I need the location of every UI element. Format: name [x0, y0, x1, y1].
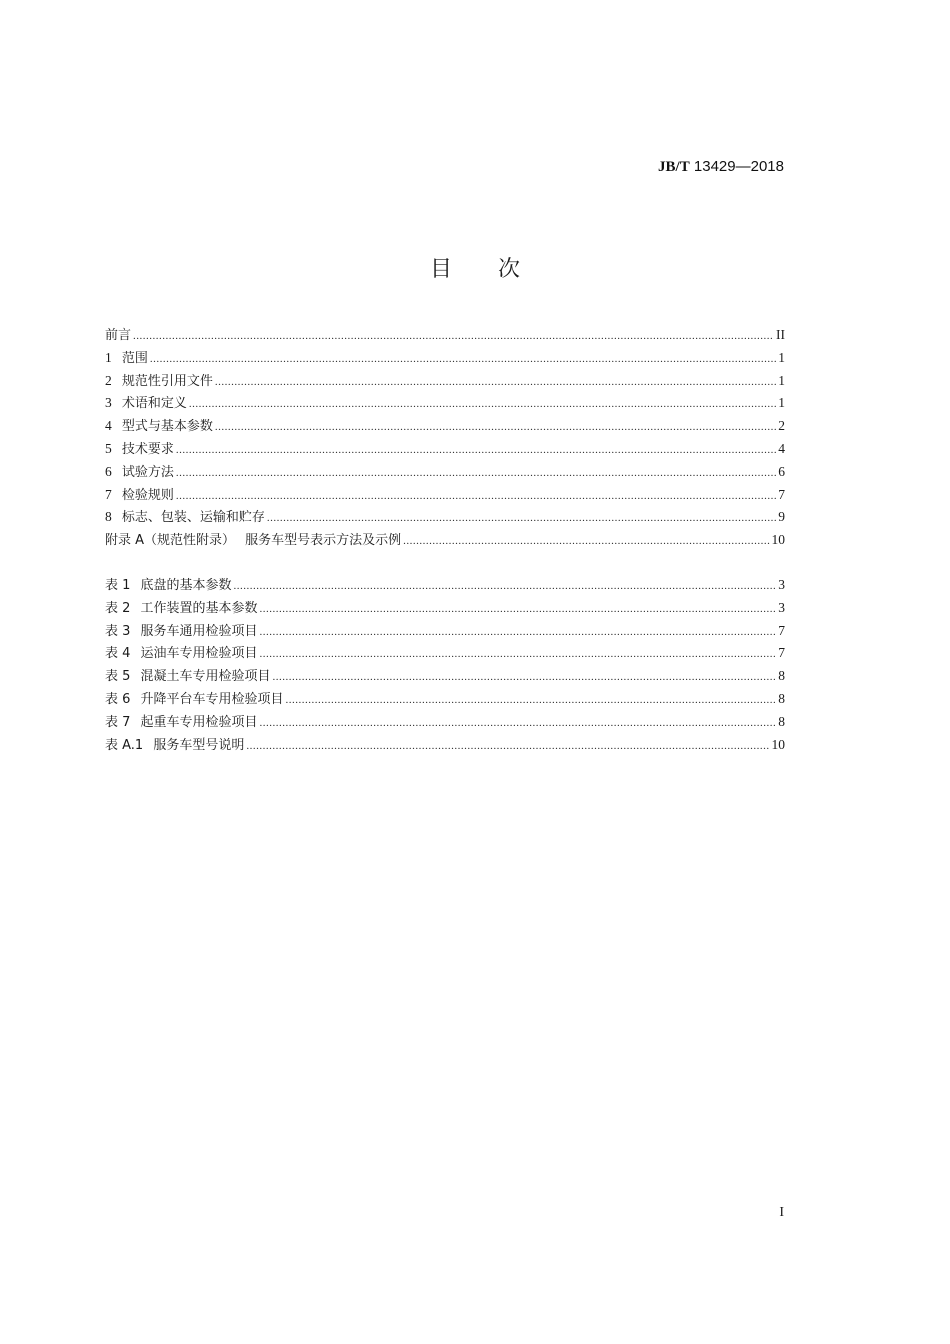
entry-number: 表 A.1	[105, 737, 144, 753]
entry-number: 5	[105, 440, 112, 456]
tables-list	[105, 574, 785, 756]
entry-page: 6	[778, 463, 785, 479]
contents-list	[105, 324, 785, 552]
entry-number: 7	[105, 486, 112, 502]
entry-page: 9	[778, 509, 785, 525]
table-entry-a1[interactable]	[105, 734, 785, 757]
leader-dots	[215, 416, 776, 439]
entry-page: 1	[778, 395, 785, 411]
entry-page: 8	[778, 668, 785, 684]
entry-label: 前言	[105, 328, 132, 343]
toc-entry-5[interactable]	[105, 438, 785, 461]
toc-entry-1[interactable]	[105, 347, 785, 370]
table-entry-7[interactable]	[105, 711, 785, 734]
entry-number: 附录 A（规范性附录）	[105, 533, 236, 549]
entry-page: 1	[778, 372, 785, 388]
entry-label: 范围	[121, 350, 148, 366]
entry-label: 服务车型号表示方法及示例	[245, 533, 402, 549]
entry-label: 检验规则	[121, 487, 174, 503]
entry-label: 技术要求	[121, 441, 174, 457]
leader-dots	[260, 621, 777, 644]
leader-dots	[260, 712, 777, 735]
entry-page: 7	[778, 622, 785, 638]
entry-label: 升降平台车专用检验项目	[140, 691, 284, 707]
leader-dots	[234, 575, 777, 598]
entry-number: 表 2	[105, 600, 131, 616]
entry-label: 底盘的基本参数	[140, 578, 232, 593]
entry-number: 表 3	[105, 623, 131, 639]
toc-entry-2[interactable]	[105, 370, 785, 393]
leader-dots	[286, 689, 777, 712]
entry-number: 表 7	[105, 714, 131, 730]
toc-entry-appendix-a[interactable]	[105, 529, 785, 552]
leader-dots	[215, 371, 776, 394]
entry-label: 标志、包装、运输和贮存	[121, 510, 265, 526]
entry-page: II	[776, 327, 785, 342]
table-entry-1[interactable]	[105, 574, 785, 597]
entry-label: 服务车通用检验项目	[140, 623, 258, 639]
entry-page: 1	[778, 349, 785, 365]
entry-page: 8	[778, 713, 785, 729]
entry-label: 试验方法	[121, 464, 174, 480]
entry-page: 8	[778, 690, 785, 706]
entry-page: 7	[778, 486, 785, 502]
entry-number: 2	[105, 372, 112, 388]
table-entry-4[interactable]	[105, 642, 785, 665]
entry-number: 6	[105, 463, 112, 479]
toc-entry-foreword[interactable]	[105, 324, 785, 347]
entry-page: 2	[778, 418, 785, 434]
entry-number: 表 6	[105, 691, 131, 707]
entry-page: 3	[778, 599, 785, 615]
page-number: I	[779, 1205, 784, 1220]
standard-code	[658, 158, 784, 176]
toc-entry-4[interactable]	[105, 415, 785, 438]
leader-dots	[273, 666, 777, 689]
page-title: 目次	[429, 257, 566, 282]
entry-label: 服务车型号说明	[153, 737, 245, 753]
leader-dots	[267, 507, 776, 530]
leader-dots	[133, 325, 774, 348]
leader-dots	[176, 439, 776, 462]
leader-dots	[176, 485, 776, 508]
toc-entry-7[interactable]	[105, 484, 785, 507]
leader-dots	[260, 598, 777, 621]
toc-entry-6[interactable]	[105, 461, 785, 484]
entry-number: 3	[105, 395, 112, 411]
entry-page: 4	[778, 440, 785, 456]
entry-label: 工作装置的基本参数	[140, 600, 258, 616]
entry-number: 4	[105, 418, 112, 434]
standard-prefix: JB/T	[658, 159, 690, 175]
entry-number: 表 4	[105, 646, 131, 662]
entry-label: 起重车专用检验项目	[140, 714, 258, 730]
toc-entry-8[interactable]	[105, 506, 785, 529]
table-entry-6[interactable]	[105, 688, 785, 711]
entry-label: 运油车专用检验项目	[140, 646, 258, 662]
entry-page: 3	[778, 577, 785, 592]
table-entry-5[interactable]	[105, 665, 785, 688]
entry-page: 10	[771, 532, 785, 548]
entry-page: 10	[771, 736, 785, 752]
entry-number: 8	[105, 509, 112, 525]
entry-label: 术语和定义	[121, 396, 187, 412]
entry-number: 表 1	[105, 578, 131, 593]
leader-dots	[150, 348, 776, 371]
leader-dots	[260, 643, 777, 666]
leader-dots	[189, 393, 776, 416]
entry-label: 混凝土车专用检验项目	[140, 669, 271, 685]
toc-entry-3[interactable]	[105, 392, 785, 415]
table-entry-3[interactable]	[105, 620, 785, 643]
leader-dots	[246, 735, 769, 758]
leader-dots	[176, 462, 776, 485]
leader-dots	[403, 530, 769, 553]
entry-page: 7	[778, 645, 785, 661]
entry-number: 表 5	[105, 669, 131, 685]
table-entry-2[interactable]	[105, 597, 785, 620]
entry-number: 1	[105, 349, 112, 365]
standard-number: 13429—2018	[693, 158, 784, 175]
entry-label: 型式与基本参数	[121, 419, 213, 435]
entry-label: 规范性引用文件	[121, 373, 213, 389]
